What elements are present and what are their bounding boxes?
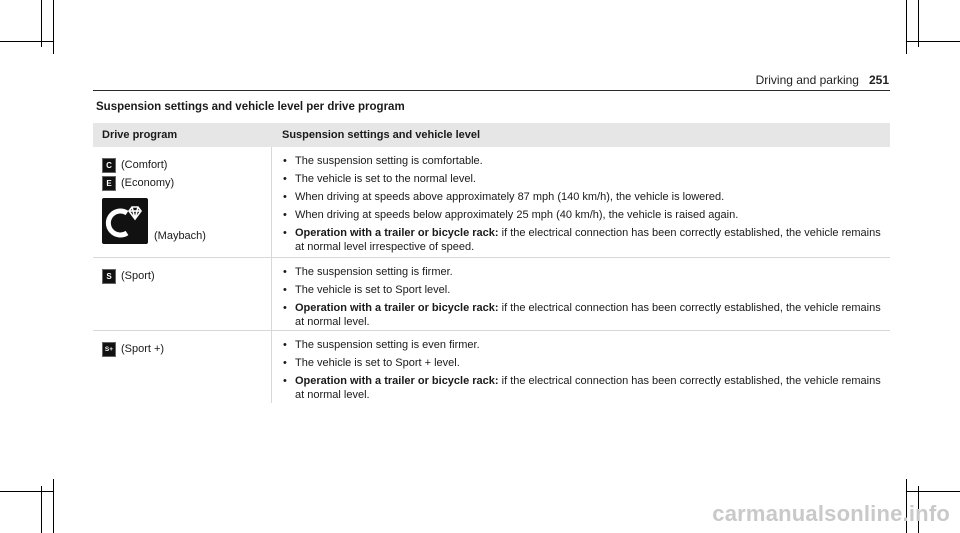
economy-key-icon: E <box>103 177 115 190</box>
settings-list <box>282 266 890 329</box>
crop-mark <box>53 0 54 54</box>
program-maybach <box>102 198 271 244</box>
crop-mark <box>906 41 960 42</box>
crop-mark <box>906 491 960 492</box>
maybach-glyph <box>105 201 145 241</box>
page-number: 251 <box>868 73 889 87</box>
crop-mark <box>53 479 54 533</box>
header-drive-program: Drive program <box>102 129 178 141</box>
program-economy <box>102 174 271 192</box>
settings-list <box>282 155 890 254</box>
settings-list <box>282 339 890 402</box>
sport-key-icon: S <box>103 270 115 283</box>
list-item: • Operation with a trailer or bicycle rack: if the electrical connection has been correctly established, the vehicle remains at normal level irrespective of speed. <box>282 227 890 254</box>
program-sport <box>102 267 271 285</box>
maybach-icon <box>102 198 148 244</box>
crop-mark <box>0 491 54 492</box>
running-head <box>756 73 889 87</box>
drive-program-table <box>93 123 890 403</box>
table-row <box>93 147 890 258</box>
crop-mark <box>906 0 907 54</box>
program-sport-plus <box>102 340 271 358</box>
header-rule <box>93 90 890 91</box>
list-item: • The vehicle is set to the normal level. <box>282 173 890 187</box>
list-item: • Operation with a trailer or bicycle rack: if the electrical connection has been correctly established, the vehicle remains at normal level. <box>282 375 890 402</box>
crop-mark <box>41 0 42 47</box>
crop-mark <box>41 486 42 533</box>
program-label: (Comfort) <box>121 159 168 171</box>
crop-mark <box>918 0 919 47</box>
crop-mark <box>0 41 54 42</box>
program-cell <box>93 258 272 330</box>
list-item: • Operation with a trailer or bicycle rack: if the electrical connection has been correctly established, the vehicle remains at normal level. <box>282 302 890 329</box>
section-title: Suspension settings and vehicle level per drive program <box>96 101 405 113</box>
program-label: (Economy) <box>121 177 175 189</box>
program-label: (Maybach) <box>154 230 206 242</box>
settings-cell <box>272 331 890 403</box>
settings-cell <box>272 147 890 257</box>
table-row <box>93 331 890 403</box>
list-item: • When driving at speeds above approximately 87 mph (140 km/h), the vehicle is lowered. <box>282 191 890 205</box>
table-header <box>93 123 890 147</box>
running-head-text: Driving and parking <box>755 73 859 87</box>
list-item: • The suspension setting is even firmer. <box>282 339 890 353</box>
list-item: • The suspension setting is firmer. <box>282 266 890 280</box>
program-comfort <box>102 156 271 174</box>
table-row <box>93 258 890 331</box>
header-suspension-settings: Suspension settings and vehicle level <box>282 129 481 141</box>
comfort-key-icon: C <box>103 159 115 172</box>
list-item: • The suspension setting is comfortable. <box>282 155 890 169</box>
program-cell <box>93 147 272 257</box>
list-item: • When driving at speeds below approximately 25 mph (40 km/h), the vehicle is raised again. <box>282 209 890 223</box>
list-item: • The vehicle is set to Sport level. <box>282 284 890 298</box>
program-cell <box>93 331 272 403</box>
watermark: carmanualsonline.info <box>712 501 950 526</box>
settings-cell <box>272 258 890 330</box>
list-item: • The vehicle is set to Sport + level. <box>282 357 890 371</box>
sport-plus-key-icon: S+ <box>103 343 115 356</box>
program-label: (Sport +) <box>121 343 165 355</box>
program-label: (Sport) <box>121 270 155 282</box>
